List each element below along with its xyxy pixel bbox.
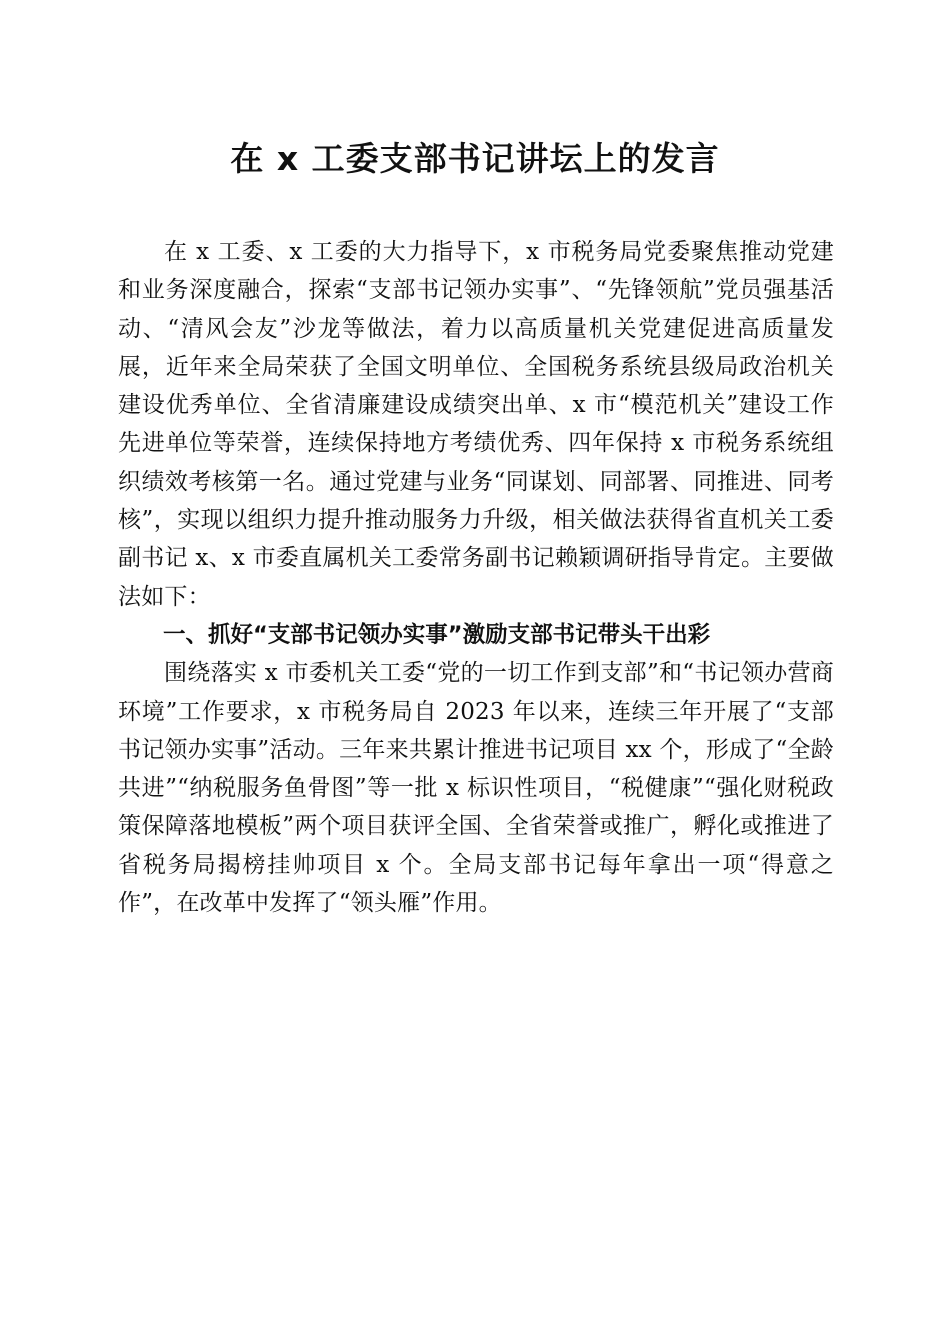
section-heading: 一、抓好“支部书记领办实事”激励支部书记带头干出彩: [163, 621, 711, 648]
document-body: [118, 233, 834, 922]
document-title: 在 x 工委支部书记讲坛上的发言: [230, 139, 720, 178]
intro-paragraph: 在 x 工委、x 工委的大力指导下，x 市税务局党委聚焦推动党建和业务深度融合，探索“支部书记领办实事”、“先锋领航”党员强基活动、“清风会友”沙龙等做法，着力以高质量机关党建促进高质量发展，近年来全局荣获了全国文明单位、全国税务系统县级局政治机关建设优秀单位、全省清廉建设成绩突出单、x 市“模范机关”建设工作先进单位等荣誉，连续保持地方考绩优秀、四年保持 x 市税务系统组织绩效考核第一名。通过党建与业务“同谋划、同部署、同推进、同考核”，实现以组织力提升推动服务力升级，相关做法获得省直机关工委副书记 x、x 市委直属机关工委常务副书记赖颖调研指导肯定。主要做法如下：: [118, 239, 834, 610]
section-paragraph: 围绕落实 x 市委机关工委“党的一切工作到支部”和“书记领办营商环境”工作要求，x 市税务局自 2023 年以来，连续三年开展了“支部书记领办实事”活动。三年来共累计推进书记项目 xx 个，形成了“全龄共进”“纳税服务鱼骨图”等一批 x 标识性项目，“税健康”“强化财税政策保障落地模板”两个项目获评全国、全省荣誉或推广，孵化或推进了省税务局揭榜挂帅项目 x 个。全局支部书记每年拿出一项“得意之作”，在改革中发挥了“领头雁”作用。: [118, 660, 834, 917]
